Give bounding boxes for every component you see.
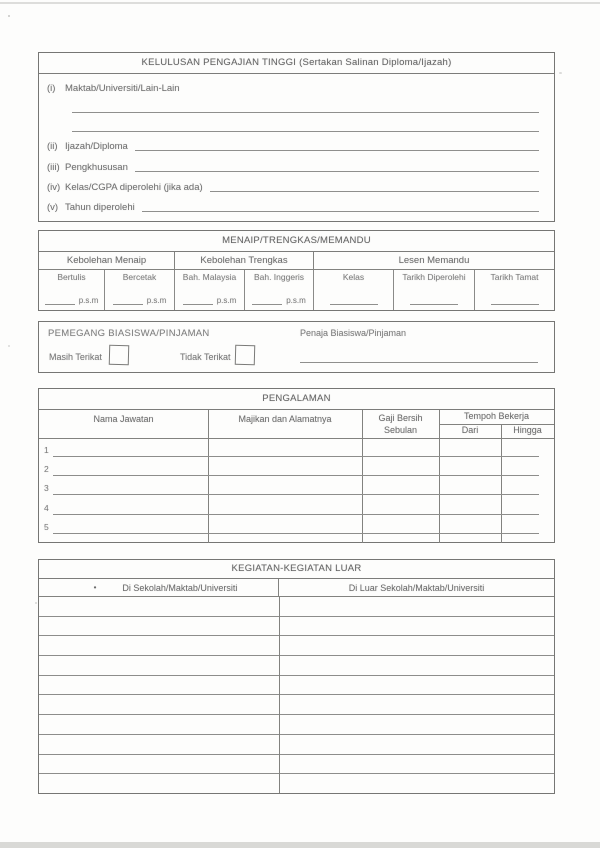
tahun-blank-line[interactable] (142, 211, 539, 212)
section-biasiswa-title: PEMEGANG BIASISWA/PINJAMAN (48, 328, 210, 339)
menaip-group-header-row (39, 252, 554, 270)
column-divider (501, 439, 502, 543)
cell-kelas (313, 270, 393, 310)
row-number: 5 (44, 522, 49, 532)
scan-speck (8, 345, 10, 347)
kegiatan-row[interactable] (39, 676, 554, 696)
section-pengalaman-title: PENGALAMAN (39, 389, 554, 410)
row-number: 4 (44, 503, 49, 513)
col-header-label: Di Sekolah/Maktab/Universiti (122, 582, 238, 593)
group-kebolehan-trengkas: Kebolehan Trengkas (174, 252, 313, 269)
section-menaip-title: MENAIP/TRENGKAS/MEMANDU (39, 231, 554, 252)
cell-tarikh-tamat (474, 270, 554, 310)
kegiatan-row[interactable] (39, 617, 554, 637)
bullet-icon: • (93, 583, 97, 592)
column-divider (439, 439, 440, 543)
column-divider (279, 597, 280, 793)
field-label: Maktab/Universiti/Lain-Lain (65, 83, 180, 94)
tarikh-diperolehi-blank-line[interactable] (410, 296, 458, 305)
col-header-nama-jawatan: Nama Jawatan (93, 414, 154, 424)
section-kelulusan (38, 52, 555, 222)
col-header-hingga: Hingga (513, 425, 542, 435)
col-header-tempoh-bekerja: Tempoh Bekerja (463, 411, 530, 421)
tidak-terikat-checkbox[interactable] (235, 345, 256, 366)
col-header-majikan: Majikan dan Alamatnya (238, 414, 332, 424)
cell-bertulis (39, 270, 104, 310)
section-kegiatan-title: KEGIATAN-KEGIATAN LUAR (39, 560, 554, 579)
cell-label: Bercetak (122, 272, 157, 282)
field-maktab-label (47, 83, 180, 94)
row-number: 2 (44, 464, 49, 474)
pengalaman-row-line[interactable] (53, 514, 539, 515)
pengalaman-row-line[interactable] (53, 533, 539, 534)
kelas-cgpa-blank-line[interactable] (210, 191, 539, 192)
kegiatan-body (39, 597, 554, 793)
group-kebolehan-menaip: Kebolehan Menaip (66, 255, 147, 266)
field-ijazah (47, 138, 539, 152)
penaja-blank-line[interactable] (300, 362, 538, 363)
field-kelas-cgpa (47, 179, 539, 193)
pengalaman-row-line[interactable] (53, 494, 539, 495)
pengalaman-body (39, 439, 554, 543)
field-pengkhususan (47, 159, 539, 173)
scan-edge-bottom (0, 842, 600, 848)
cell-label: Bah. Malaysia (182, 272, 237, 282)
pengalaman-row-line[interactable] (53, 475, 539, 476)
unit-label: p.s.m (216, 296, 237, 305)
maktab-blank-line-1[interactable] (72, 112, 539, 113)
col-header-di-sekolah (39, 579, 279, 596)
kegiatan-row[interactable] (39, 715, 554, 735)
scan-speck (559, 72, 562, 74)
col-header-di-luar-sekolah (279, 579, 554, 596)
section-kelulusan-title: KELULUSAN PENGAJIAN TINGGI (Sertakan Salinan Diploma/Ijazah) (39, 53, 554, 74)
col-header-label: Di Luar Sekolah/Maktab/Universiti (348, 582, 485, 593)
row-number: 3 (44, 483, 49, 493)
cell-bah-inggeris (244, 270, 313, 310)
section-biasiswa (38, 321, 555, 373)
scan-speck (8, 15, 10, 17)
column-divider (362, 439, 363, 543)
cell-label: Kelas (342, 272, 365, 282)
bah-inggeris-blank-line[interactable] (252, 296, 282, 305)
unit-label: p.s.m (146, 296, 167, 305)
kegiatan-header (39, 579, 554, 597)
ijazah-blank-line[interactable] (135, 150, 539, 151)
kegiatan-row[interactable] (39, 597, 554, 617)
col-header-gaji-bersih: Gaji Bersih (378, 413, 423, 423)
scan-speck (35, 602, 37, 604)
bertulis-blank-line[interactable] (45, 296, 75, 305)
kegiatan-row[interactable] (39, 656, 554, 676)
scan-edge-top (0, 2, 600, 4)
section-menaip (38, 230, 555, 311)
cell-label: Bah. Inggeris (253, 272, 305, 282)
row-number: 1 (44, 445, 49, 455)
kegiatan-row[interactable] (39, 695, 554, 715)
kegiatan-row[interactable] (39, 755, 554, 775)
kegiatan-row[interactable] (39, 636, 554, 656)
tarikh-tamat-blank-line[interactable] (491, 296, 539, 305)
cell-tarikh-diperolehi (393, 270, 474, 310)
maktab-blank-line-2[interactable] (72, 131, 539, 132)
masih-terikat-label: Masih Terikat (49, 352, 102, 362)
cell-label: Tarikh Tamat (490, 272, 539, 282)
menaip-cells-row (39, 270, 554, 310)
penaja-label: Penaja Biasiswa/Pinjaman (300, 328, 407, 338)
kegiatan-row[interactable] (39, 735, 554, 755)
kelas-blank-line[interactable] (330, 296, 378, 305)
section-kegiatan (38, 559, 555, 794)
pengalaman-row-line[interactable] (53, 456, 539, 457)
col-header-sebulan: Sebulan (383, 425, 418, 435)
cell-bah-malaysia (174, 270, 244, 310)
unit-label: p.s.m (78, 296, 99, 305)
pengkhususan-blank-line[interactable] (135, 171, 539, 172)
cell-bercetak (104, 270, 174, 310)
cell-label: Tarikh Diperolehi (402, 272, 466, 282)
kegiatan-row[interactable] (39, 774, 554, 793)
field-label: (iii) Pengkhususan (47, 162, 128, 173)
unit-label: p.s.m (286, 296, 306, 305)
tidak-terikat-label: Tidak Terikat (180, 352, 231, 362)
pengalaman-header (39, 410, 554, 439)
field-label: (iv) Kelas/CGPA diperolehi (jika ada) (47, 182, 203, 193)
section-pengalaman (38, 388, 555, 543)
field-label: (ii) Ijazah/Diploma (47, 141, 128, 152)
col-header-dari: Dari (461, 425, 479, 435)
field-prefix: (i) (47, 83, 56, 94)
column-divider (208, 439, 209, 543)
bah-malaysia-blank-line[interactable] (183, 296, 213, 305)
cell-label: Bertulis (57, 272, 86, 282)
group-lesen-memandu: Lesen Memandu (313, 252, 554, 269)
masih-terikat-checkbox[interactable] (109, 345, 130, 366)
field-tahun (47, 199, 539, 213)
field-label: (v) Tahun diperolehi (47, 202, 135, 213)
bercetak-blank-line[interactable] (113, 296, 143, 305)
